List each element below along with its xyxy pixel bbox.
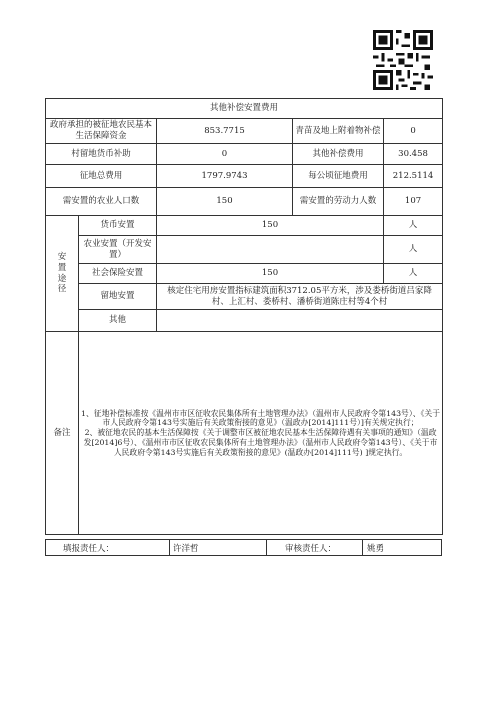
- other-compensation-label: 其他补偿费用: [293, 144, 384, 165]
- labor-count-label: 需安置的劳动力人数: [293, 188, 384, 216]
- total-cost-value: 1797.9743: [157, 165, 293, 188]
- resettlement-item-label: 其他: [79, 310, 157, 332]
- basic-security-fund-label: 政府承担的被征地农民基本生活保障资金: [46, 119, 157, 144]
- cost-per-hectare-value: 212.5114: [384, 165, 443, 188]
- qr-code-icon: [373, 30, 433, 90]
- village-land-subsidy-value: 0: [157, 144, 293, 165]
- resettlement-item-value: 150: [157, 216, 384, 236]
- remarks-line-2: 2、被征地农民的基本生活保障按《关于调整市区被征地农民基本生活保障待遇有关事项的通知》（温政发[2014]6号）、《温州市市区征收农民集体所有土地管理办法》（温州市人民政府令第143号）、《关于市人民政府令第143号实施后有关政策衔接的意见》(温政办[2014]111号) ]规定执行。: [83, 428, 438, 457]
- remarks-label: 备注: [46, 332, 79, 535]
- sign-row-bottom-border: [45, 555, 442, 556]
- sign-row-divider: [45, 539, 46, 555]
- basic-security-fund-value: 853.7715: [157, 119, 293, 144]
- resettlement-item-label: 留地安置: [79, 284, 157, 310]
- filler-label: 填报责任人：: [63, 544, 115, 554]
- crop-compensation-value: 0: [384, 119, 443, 144]
- other-compensation-value: 30.458: [384, 144, 443, 165]
- reviewer-name: 姚勇: [367, 544, 385, 554]
- sign-row-top-border: [45, 539, 442, 540]
- total-cost-label: 征地总费用: [46, 165, 157, 188]
- resettlement-item-label: 社会保险安置: [79, 264, 157, 284]
- resettlement-item-label: 农业安置（开发安置）: [79, 236, 157, 264]
- sign-row-divider: [169, 539, 170, 555]
- remarks-content: [79, 332, 443, 535]
- agri-population-label: 需安置的农业人口数: [46, 188, 157, 216]
- crop-compensation-label: 青苗及地上附着物补偿: [293, 119, 384, 144]
- sign-row-divider: [362, 539, 363, 555]
- resettlement-item-label: 货币安置: [79, 216, 157, 236]
- land-retention-detail: 核定住宅用房安置指标建筑面积3712.05平方米，涉及娄桥街道吕家降村、上汇村、娄桥村、潘桥街道陈庄村等4个村: [157, 284, 443, 310]
- signature-row: [45, 539, 442, 555]
- resettlement-item-value: 150: [157, 264, 384, 284]
- resettlement-item-unit: 人: [384, 216, 443, 236]
- filler-name: 许洋哲: [173, 544, 199, 554]
- labor-count-value: 107: [384, 188, 443, 216]
- resettlement-header-text: 安 置 途 径: [57, 252, 67, 295]
- resettlement-other-value: [157, 310, 443, 332]
- sign-row-divider: [441, 539, 442, 555]
- resettlement-item-unit: 人: [384, 236, 443, 264]
- agri-population-value: 150: [157, 188, 293, 216]
- village-land-subsidy-label: 村留地货币补助: [46, 144, 157, 165]
- cost-per-hectare-label: 每公顷征地费用: [293, 165, 384, 188]
- resettlement-item-value: [157, 236, 384, 264]
- reviewer-label: 审核责任人：: [285, 544, 337, 554]
- remarks-line-1: 1、征地补偿标准按《温州市市区征收农民集体所有土地管理办法》（温州市人民政府令第143号）、《关于市人民政府令第143号实施后有关政策衔接的意见》（温政办[2014]111号）]有关规定执行；: [81, 408, 441, 428]
- compensation-table: [45, 98, 443, 535]
- section-title: 其他补偿安置费用: [46, 99, 443, 119]
- resettlement-item-unit: 人: [384, 264, 443, 284]
- sign-row-divider: [266, 539, 267, 555]
- resettlement-header: [46, 216, 79, 332]
